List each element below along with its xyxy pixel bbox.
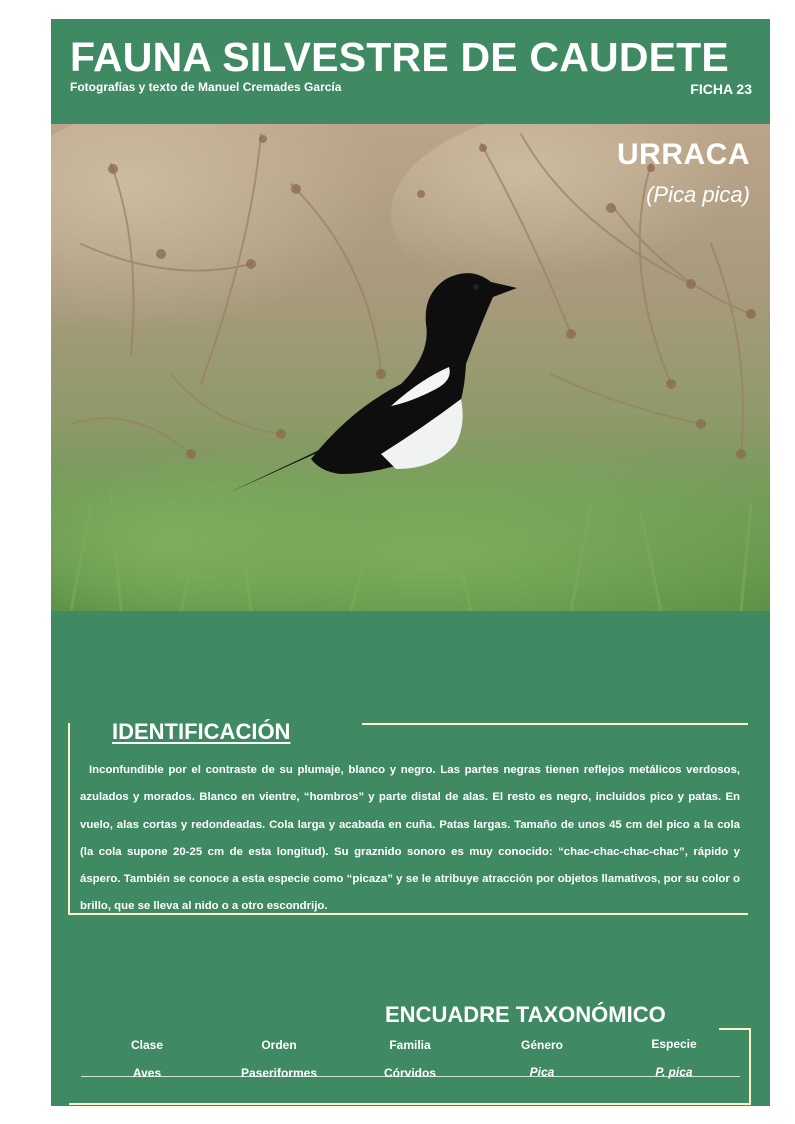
taxonomy-header-especie: Especie [651, 1037, 697, 1051]
taxonomy-header-genero: Género [520, 1038, 563, 1052]
identification-text: Inconfundible por el contraste de su plumaje, blanco y negro. Las partes negras tienen reflejos metálicos verdosos, azulados y morados. Blanco en vientre, “hombros” y parte distal de alas. El resto es negro, incluidos pico y patas. En vuelo, alas cortas y redondeadas. Cola larga y acabada en cuña. Patas largas. Tamaño de unos 45 cm del pico a la cola (la cola supone 20-25 cm de esta longitud). Su graznido sonoro es muy conocido: “chac-chac-chac-chac”, rápido y áspero. También se conoce a esta especie como “picaza” y se le atribuye atracción por objetos llamativos, por su color o brillo, que se lleva al nido o a otro escondrijo. [80, 764, 740, 913]
taxonomy-header-orden: Orden [261, 1038, 297, 1052]
species-common-name: URRACA [617, 138, 750, 171]
taxonomy-value-clase: Aves [132, 1066, 162, 1080]
taxonomy-header-familia: Familia [389, 1038, 431, 1052]
author-credit: Fotografías y texto de Manuel Cremades García [70, 80, 342, 94]
taxonomy-value-orden: Paseriformes [240, 1066, 318, 1080]
species-scientific-name: (Pica pica) [646, 182, 750, 207]
taxonomy-heading: ENCUADRE TAXONÓMICO [385, 1002, 666, 1027]
taxonomy-header-clase: Clase [130, 1038, 164, 1052]
taxonomy-value-genero: Pica [529, 1065, 555, 1079]
page-title: FAUNA SILVESTRE DE CAUDETE [70, 34, 729, 80]
taxonomy-value-especie: P. pica [655, 1065, 693, 1079]
magpie-photo [51, 124, 770, 611]
taxonomy-value-familia: Córvidos [383, 1066, 436, 1080]
identification-heading: IDENTIFICACIÓN [112, 719, 291, 744]
header [51, 19, 770, 124]
fact-sheet [51, 19, 770, 1106]
sheet-number: FICHA 23 [690, 81, 752, 97]
